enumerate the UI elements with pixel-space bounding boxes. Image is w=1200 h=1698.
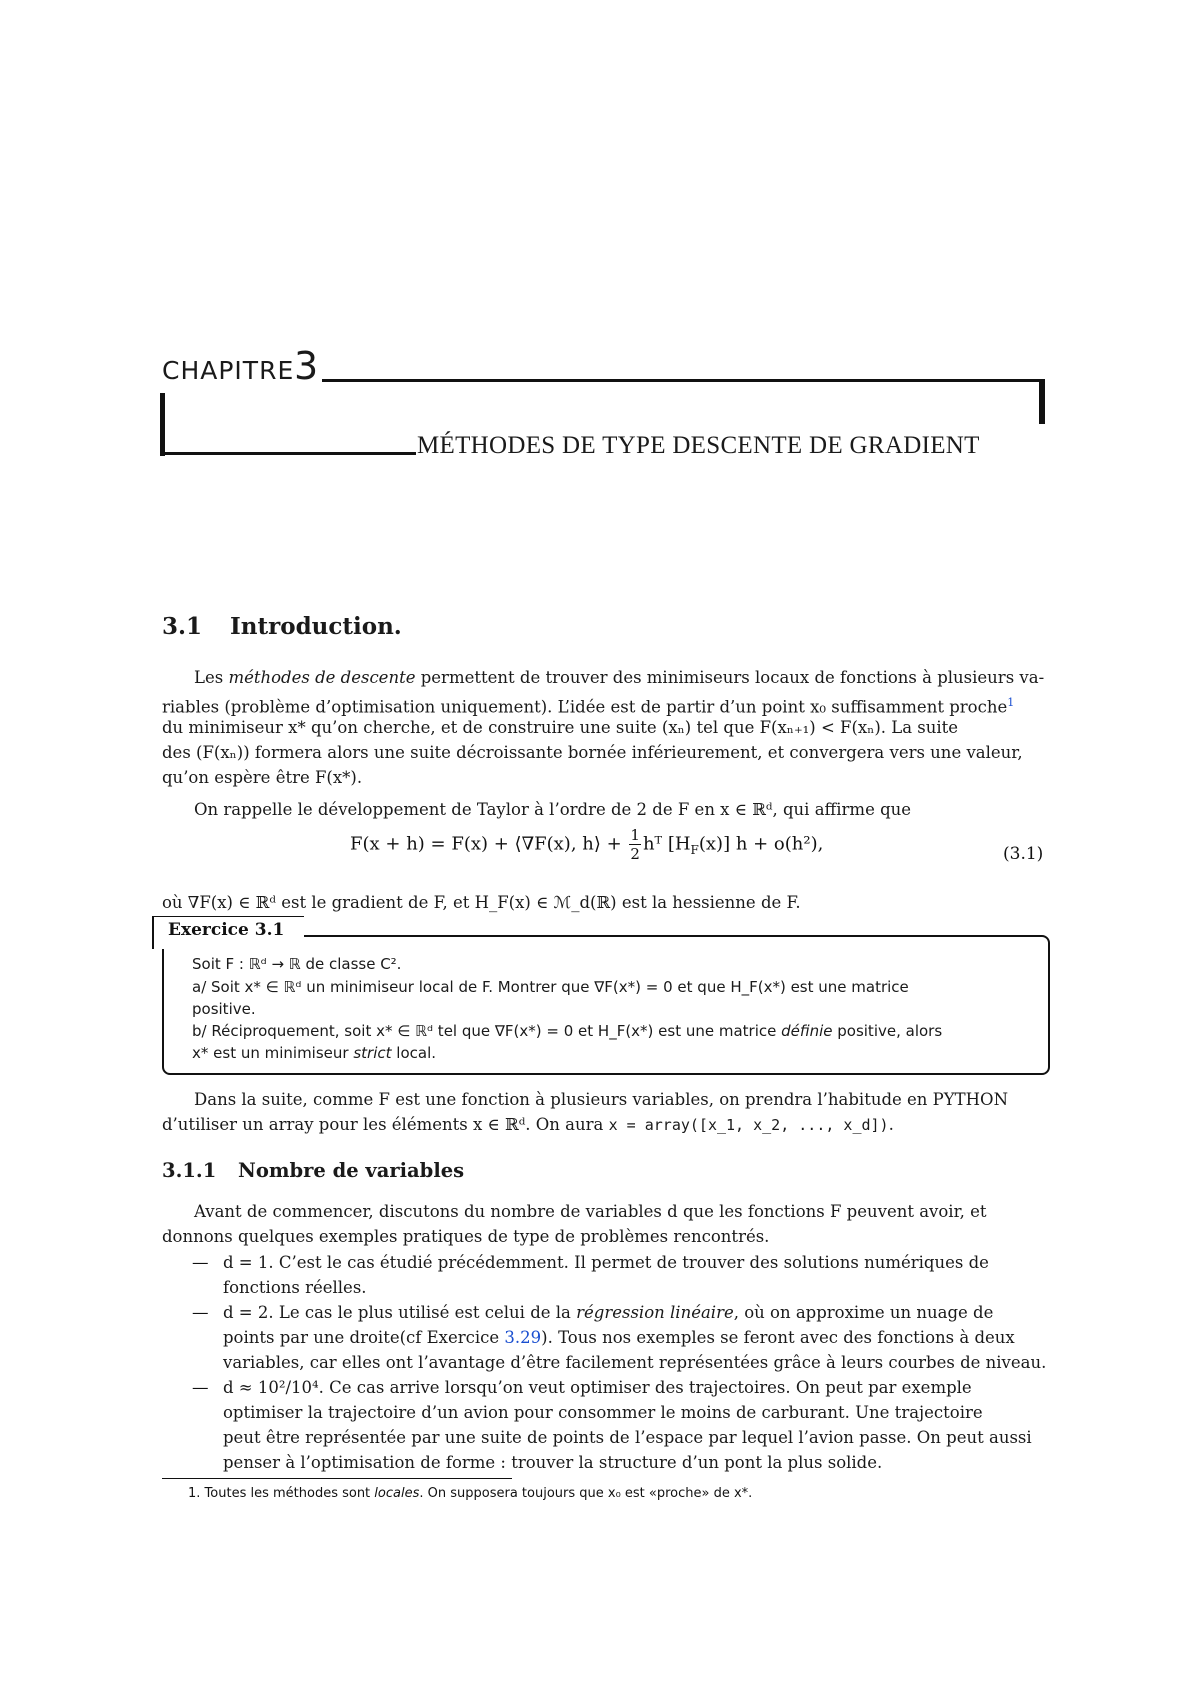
exercise-line-4 <box>192 1022 942 1040</box>
text: b/ Réciproquement, soit x* ∈ ℝᵈ tel que ∇F(x*) = 0 et H_F(x*) est une matrice <box>192 1022 782 1040</box>
emphasis: régression linéaire <box>576 1303 734 1322</box>
bullet-dash: — <box>192 1253 209 1272</box>
numerator: 1 <box>630 826 640 844</box>
chapter-number: 3 <box>294 344 319 388</box>
chapter-title: MÉTHODES DE TYPE DESCENTE DE GRADIENT <box>417 432 980 459</box>
chapter-rule-top <box>322 379 1045 382</box>
footnote-number: 1. <box>188 1486 201 1501</box>
text: . <box>888 1115 894 1134</box>
eq-right: hᵀ [H <box>642 833 691 855</box>
exercise-line-3: positive. <box>192 1000 256 1018</box>
chapter-rule-left <box>160 393 165 456</box>
chapter-rule-right <box>1039 379 1045 424</box>
exercise-line-5 <box>192 1044 436 1062</box>
eq-subscript: F <box>690 843 699 858</box>
emphasis: définie <box>781 1022 833 1040</box>
section-number: 3.1 <box>162 613 203 640</box>
intro-line-3: du minimiseur x* qu’on cherche, et de construire une suite (xₙ) tel que F(xₙ₊₁) < F(xₙ). La suite <box>162 718 959 737</box>
variables-line-2: donnons quelques exemples pratiques de type de problèmes rencontrés. <box>162 1227 770 1246</box>
intro-line-1 <box>194 668 1044 688</box>
section-heading-nombre-de-variables <box>162 1159 464 1182</box>
bullet-3-line-1: d ≈ 10²/10⁴. Ce cas arrive lorsqu’on veut optimiser des trajectoires. On peut par exemple <box>223 1378 972 1397</box>
intro-line-7: où ∇F(x) ∈ ℝᵈ est le gradient de F, et H_F(x) ∈ ℳ_d(ℝ) est la hessienne de F. <box>162 893 801 912</box>
code-snippet: x = array([x_1, x_2, ..., x_d]) <box>608 1116 889 1134</box>
eq-end: (x)] h + o(h²), <box>698 833 824 855</box>
subsection-title: Nombre de variables <box>238 1159 465 1182</box>
intro-line-4: des (F(xₙ)) formera alors une suite décroissante bornée inférieurement, et convergera vers une valeur, <box>162 743 1023 762</box>
text: positive, alors <box>832 1022 943 1040</box>
intro-line-6: On rappelle le développement de Taylor à l’ordre de 2 de F en x ∈ ℝᵈ, qui affirme que <box>194 800 912 819</box>
text: d = 2. Le cas le plus utilisé est celui de la <box>223 1303 577 1322</box>
bullet-1-line-1: d = 1. C’est le cas étudié précédemment. Il permet de trouver des solutions numériques de <box>223 1253 989 1272</box>
footnote <box>188 1486 752 1501</box>
fraction <box>629 826 641 863</box>
exercise-line-1: Soit F : ℝᵈ → ℝ de classe C². <box>192 955 402 973</box>
emphasis: strict <box>353 1044 392 1062</box>
exercise-title: Exercice 3.1 <box>168 920 285 940</box>
footnote-rule <box>162 1478 512 1479</box>
text: points par une droite(cf Exercice <box>223 1328 505 1347</box>
bullet-3-line-2: optimiser la trajectoire d’un avion pour consommer le moins de carburant. Une trajectoire <box>223 1403 983 1422</box>
exercise-link[interactable]: 3.29 <box>504 1328 542 1347</box>
python-line-2 <box>162 1115 894 1135</box>
python-line-1: Dans la suite, comme F est une fonction à plusieurs variables, on prendra l’habitude en PYTHON <box>194 1090 1009 1109</box>
bullet-2-line-1 <box>223 1303 993 1323</box>
text: ). Tous nos exemples se feront avec des fonctions à deux <box>541 1328 1015 1347</box>
intro-line-2 <box>162 693 1014 718</box>
footnote-marker[interactable]: 1 <box>1007 696 1015 709</box>
text: riables (problème d’optimisation uniquement). L’idée est de partir d’un point x₀ suffisamment proche <box>162 697 1008 717</box>
equation-number: (3.1) <box>1003 844 1044 864</box>
exercise-line-2: a/ Soit x* ∈ ℝᵈ un minimiseur local de F. Montrer que ∇F(x*) = 0 et que H_F(x*) est une matrice <box>192 978 909 996</box>
text: d’utiliser un array pour les éléments x ∈ ℝᵈ. On aura <box>162 1115 609 1134</box>
text: Toutes les méthodes sont <box>204 1486 375 1501</box>
bullet-2-line-2 <box>223 1328 1015 1348</box>
chapter-rule-bottom <box>160 452 416 455</box>
subsection-number: 3.1.1 <box>162 1159 217 1182</box>
bullet-2-line-3: variables, car elles ont l’avantage d’être facilement représentées grâce à leurs courbes de niveau. <box>223 1353 1047 1372</box>
bullet-3-line-3: peut être représentée par une suite de points de l’espace par lequel l’avion passe. On peut aussi <box>223 1428 1032 1447</box>
bullet-1-line-2: fonctions réelles. <box>223 1278 367 1297</box>
taylor-equation <box>350 826 823 863</box>
text: x* est un minimiseur <box>192 1044 354 1062</box>
bullet-3-line-4: penser à l’optimisation de forme : trouver la structure d’un pont la plus solide. <box>223 1453 883 1472</box>
text: . On supposera toujours que x₀ est «proche» de x*. <box>419 1486 753 1501</box>
emphasis: locales <box>374 1486 420 1501</box>
text: Les <box>194 668 229 687</box>
emphasis: méthodes de descente <box>228 668 416 687</box>
bullet-dash: — <box>192 1378 209 1397</box>
denominator: 2 <box>630 845 640 863</box>
text: local. <box>391 1044 437 1062</box>
chapter-label: CHAPITRE <box>162 356 295 385</box>
intro-line-5: qu’on espère être F(x*). <box>162 768 363 787</box>
section-heading-introduction <box>162 613 402 640</box>
section-title: Introduction. <box>230 613 402 640</box>
eq-left: F(x + h) = F(x) + ⟨∇F(x), h⟩ + <box>350 833 628 855</box>
variables-line-1: Avant de commencer, discutons du nombre de variables d que les fonctions F peuvent avoir, et <box>194 1202 987 1221</box>
text: permettent de trouver des minimiseurs locaux de fonctions à plusieurs va- <box>415 668 1045 687</box>
text: , où on approxime un nuage de <box>733 1303 994 1322</box>
bullet-dash: — <box>192 1303 209 1322</box>
